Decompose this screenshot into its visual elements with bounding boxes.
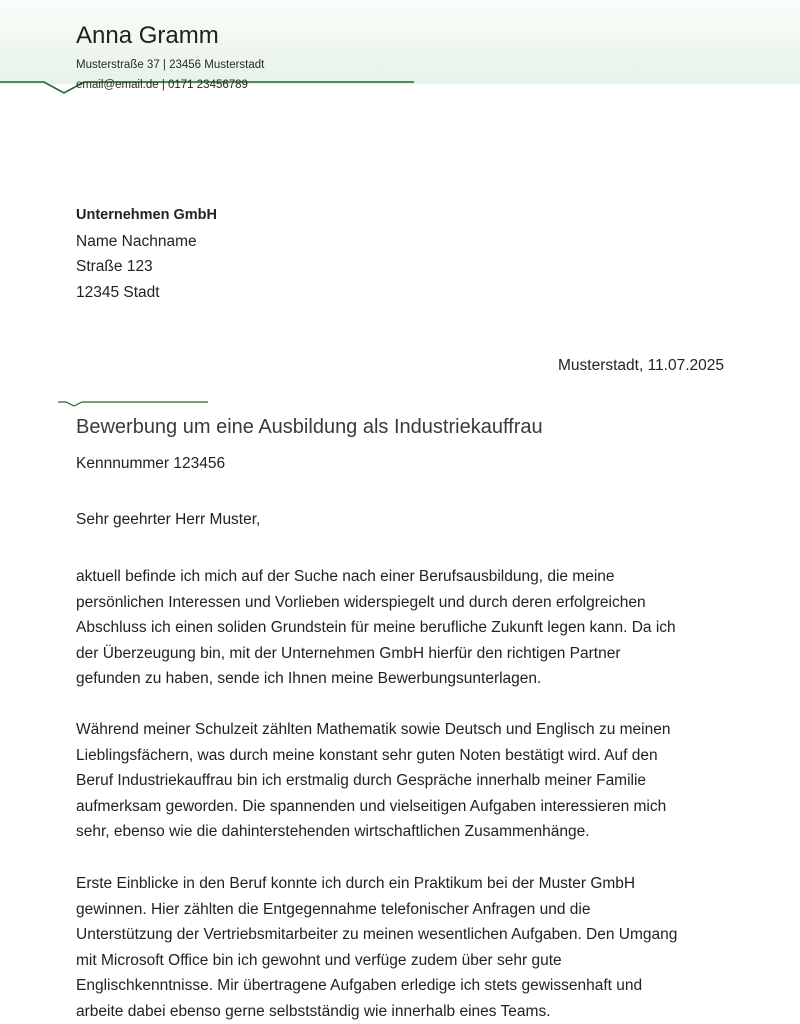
paragraph-line: Abschluss ich einen soliden Grundstein für meine berufliche Zukunft legen kann. Da ich [76, 615, 676, 641]
paragraph-line: Lieblingsfächern, was durch meine konstant sehr guten Noten bestätigt wird. Auf den [76, 743, 670, 769]
recipient-street: Straße 123 [76, 254, 217, 280]
paragraph-line: sehr, ebenso wie die dahinterstehenden wirtschaftlichen Zusammenhänge. [76, 819, 670, 845]
paragraph-line: Beruf Industriekauffrau bin ich erstmalig durch Gespräche innerhalb meiner Familie [76, 768, 670, 794]
paragraph-line: mit Microsoft Office bin ich gewohnt und verfüge zudem über sehr gute [76, 948, 677, 974]
letter-subject: Bewerbung um eine Ausbildung als Industriekauffrau [76, 416, 543, 439]
paragraph-line: Unterstützung der Vertriebsmitarbeiter zu meinen wesentlichen Aufgaben. Den Umgang [76, 922, 677, 948]
paragraph-line: Englischkenntnisse. Mir übertragene Aufgaben erledige ich stets gewissenhaft und [76, 973, 677, 999]
recipient-block [76, 203, 217, 305]
body-paragraph-2 [76, 717, 670, 845]
sender-name: Anna Gramm [76, 22, 219, 50]
paragraph-line: gewinnen. Hier zählten die Entgegennahme telefonischer Anfragen und die [76, 897, 677, 923]
recipient-company: Unternehmen GmbH [76, 203, 217, 229]
paragraph-line: gefunden zu haben, sende ich Ihnen meine Bewerbungsunterlagen. [76, 666, 676, 692]
salutation: Sehr geehrter Herr Muster, [76, 511, 260, 529]
paragraph-line: aktuell befinde ich mich auf der Suche nach einer Berufsausbildung, die meine [76, 564, 676, 590]
paragraph-line: aufmerksam geworden. Die spannenden und vielseitigen Aufgaben interessieren mich [76, 794, 670, 820]
paragraph-line: Erste Einblicke in den Beruf konnte ich durch ein Praktikum bei der Muster GmbH [76, 871, 677, 897]
paragraph-line: der Überzeugung bin, mit der Unternehmen GmbH hierfür den richtigen Partner [76, 641, 676, 667]
body-paragraph-1 [76, 564, 676, 692]
sender-address: Musterstraße 37 | 23456 Musterstadt [76, 59, 264, 71]
recipient-city: 12345 Stadt [76, 280, 217, 306]
letter-date: Musterstadt, 11.07.2025 [558, 357, 724, 375]
paragraph-line: arbeite dabei ebenso gerne selbstständig wie innerhalb eines Teams. [76, 999, 677, 1024]
paragraph-line: persönlichen Interessen und Vorlieben widerspiegelt und durch deren erfolgreichen [76, 590, 676, 616]
reference-number: Kennnummer 123456 [76, 455, 225, 473]
subject-accent-line [58, 402, 208, 406]
sender-contact: email@email.de | 0171 23456789 [76, 79, 248, 91]
body-paragraph-3 [76, 871, 677, 1024]
paragraph-line: Während meiner Schulzeit zählten Mathematik sowie Deutsch und Englisch zu meinen [76, 717, 670, 743]
recipient-contact-name: Name Nachname [76, 229, 217, 255]
